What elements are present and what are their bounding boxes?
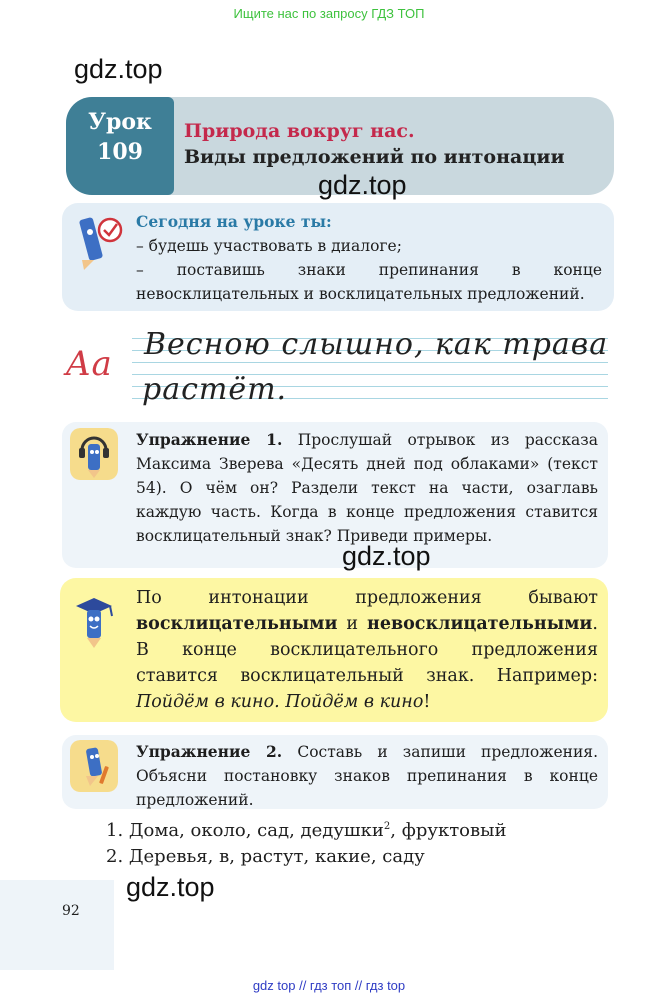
lesson-goals xyxy=(136,210,602,306)
exercise-2-text: Составь и запиши предложения. Объясни постановку знаков препинания в конце предложений. xyxy=(136,743,598,809)
rule-text-part: По интонации предложения бывают xyxy=(136,588,598,608)
rule-text xyxy=(136,585,598,715)
pencil-writing-icon xyxy=(70,740,118,792)
exercise-2 xyxy=(136,740,598,812)
lesson-badge xyxy=(66,97,174,195)
handwriting-line: Весною слышно, как трава xyxy=(144,327,609,362)
page-number-box xyxy=(0,880,114,970)
list-item-text: 1. Дома, около, сад, дедушки xyxy=(106,820,384,841)
watermark: gdz.top xyxy=(342,541,431,571)
lesson-title: Природа вокруг нас. xyxy=(184,120,415,142)
top-banner: Ищите нас по запросу ГДЗ ТОП xyxy=(233,6,425,21)
watermark: gdz.top xyxy=(318,170,407,200)
rule-term: восклицательными xyxy=(136,614,338,634)
watermark: gdz.top xyxy=(126,872,215,902)
lesson-word: Урок xyxy=(88,109,152,135)
exercise-1-label: Упражнение 1. xyxy=(136,430,283,449)
rule-text-part: и xyxy=(337,614,368,634)
list-item: 2. Деревья, в, растут, какие, саду xyxy=(106,846,425,867)
handwriting-line: растёт. xyxy=(142,372,288,407)
pencil-graduate-icon xyxy=(68,594,120,650)
watermark: gdz.top xyxy=(74,54,163,84)
lesson-subtitle: Виды предложений по интонации xyxy=(184,146,565,168)
exercise-2-label: Упражнение 2. xyxy=(136,742,283,761)
rule-text-part: . В конце восклицательного предложения ставится восклицательный знак. Например: xyxy=(136,614,598,686)
handwriting-letters: Aa xyxy=(66,344,113,384)
rule-example: Пойдём в кино. Пойдём в кино xyxy=(136,692,424,712)
lesson-number: 109 xyxy=(97,139,143,165)
list-item-text: , фруктовый xyxy=(390,820,507,841)
list-item xyxy=(106,820,506,841)
footnote-marker: 2 xyxy=(383,821,391,832)
exercise-1-text: Прослушай отрывок из рассказа Максима Зверева «Десять дней под облаками» (текст 54). О чём он? Раздели текст на части, озаглавь каждую часть. Когда в конце предложения ставится восклицательный знак? Приведи примеры. xyxy=(136,431,598,545)
page-number: 92 xyxy=(62,903,80,919)
goal-item: – поставишь знаки препинания в конце невосклицательных и восклицательных предложений. xyxy=(136,261,602,303)
goals-heading: Сегодня на уроке ты: xyxy=(136,212,332,231)
goal-item: – будешь участвовать в диалоге; xyxy=(136,237,402,255)
exercise-1 xyxy=(136,428,598,548)
rule-text-part: ! xyxy=(423,692,431,712)
rule-term: невосклицательными xyxy=(367,614,593,634)
pencil-checkmark-icon xyxy=(70,212,124,272)
pencil-headphones-icon xyxy=(70,428,118,480)
footer-watermark: gdz top // гдз топ // гдз top xyxy=(252,978,406,993)
